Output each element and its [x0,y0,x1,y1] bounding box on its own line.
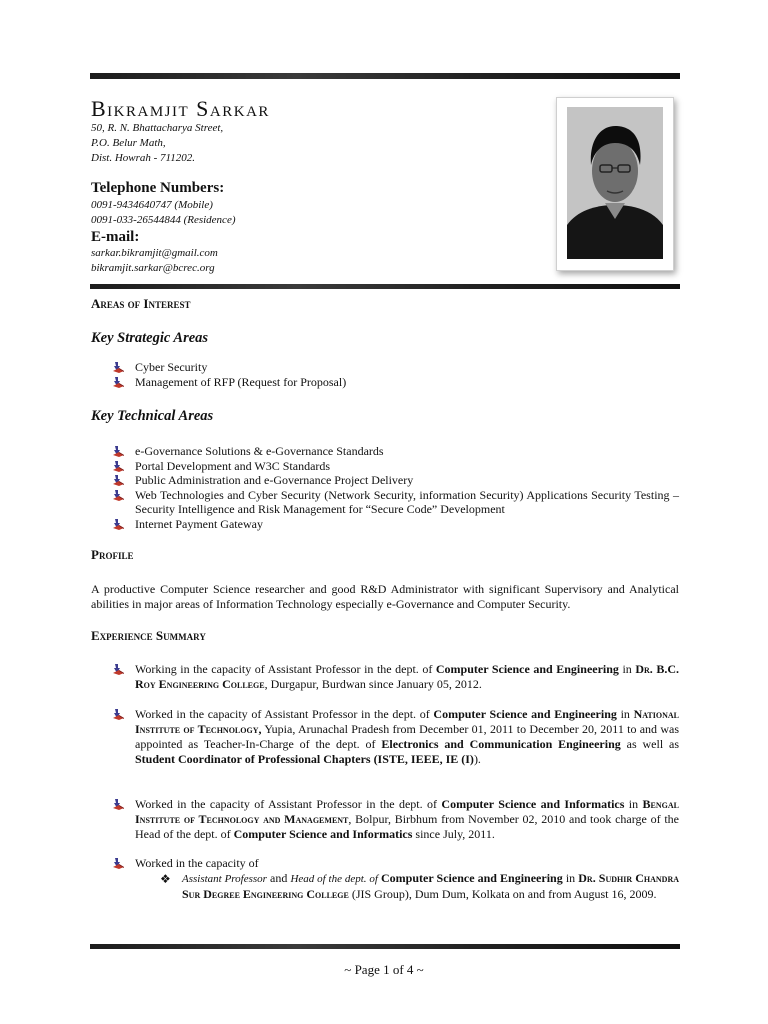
experience-item: Worked in the capacity of Assistant Professor in the dept. of Computer Science and Informatics in Bengal Institute of Technology and Management, Bolpur, Birbhum from November 02, 2010 and took charge of the Head of the dept. of Computer Science and Informatics since July, 2011. [113,797,679,842]
address-line: Dist. Howrah - 711202. [91,152,195,164]
arrow-bullet-icon [113,664,124,675]
telephone-heading: Telephone Numbers: [91,180,225,196]
key-technical-areas-heading: Key Technical Areas [91,408,214,424]
profile-text: A productive Computer Science researcher and good R&D Administrator with significant Supervisory and Analytical abilities in major areas of Information Technology especially e-Governance and Computer Security. [91,582,679,611]
email-list [91,246,218,276]
arrow-bullet-icon [113,709,124,720]
phone-residence: 0091-033-26544844 (Residence) [91,214,236,226]
strategic-areas-list [113,360,679,389]
diamond-bullet-icon: ❖ [160,872,171,886]
phone-mobile: 0091-9434640747 (Mobile) [91,199,213,211]
email-heading: E-mail: [91,229,140,245]
email-primary: sarkar.bikramjit@gmail.com [91,247,218,259]
header-rule [90,284,680,289]
experience-item: Working in the capacity of Assistant Professor in the dept. of Computer Science and Engineering in Dr. B.C. Roy Engineering College, Durgapur, Burdwan since January 05, 2012. [113,662,679,692]
experience-item: Worked in the capacity of Assistant Professor in the dept. of Computer Science and Engineering in National Institute of Technology, Yupia, Arunachal Pradesh from December 01, 2011 to December 20, 2011 to and was appointed as Teacher-In-Charge of the dept. of Electronics and Communication Engineering as well as Student Coordinator of Professional Chapters (ISTE, IEEE, IE (I)). [113,707,679,767]
page-number: ~ Page 1 of 4 ~ [344,962,424,977]
technical-areas-list [113,444,679,531]
key-strategic-areas-heading: Key Strategic Areas [91,330,209,346]
experience-item: Worked in the capacity of [113,856,679,871]
experience-sub-item: ❖ Assistant Professor and Head of the dept. of Computer Science and Engineering in Dr. Sudhir Chandra Sur Degree Engineering College (JIS Group), Dum Dum, Kolkata on and from August 16, 2009. [160,871,680,901]
candidate-name: Bikramjit Sarkar [91,96,270,121]
phone-list [91,198,236,228]
experience-summary-heading: Experience Summary [91,628,206,643]
address [91,121,223,166]
arrow-bullet-icon [113,446,124,457]
list-item: Cyber Security [113,360,679,375]
address-line: 50, R. N. Bhattacharya Street, [91,122,224,134]
profile-heading: Profile [91,547,134,562]
arrow-bullet-icon [113,858,124,869]
arrow-bullet-icon [113,362,124,373]
profile-photo [567,107,663,259]
list-item: e-Governance Solutions & e-Governance Standards [113,444,679,459]
top-rule [90,73,680,79]
list-item: Web Technologies and Cyber Security (Network Security, information Security) Applications Security Testing – Security Intelligence and Risk Management for “Secure Code” Development [113,488,679,517]
footer-rule [90,944,680,949]
arrow-bullet-icon [113,377,124,388]
list-item: Portal Development and W3C Standards [113,459,679,474]
email-secondary: bikramjit.sarkar@bcrec.org [91,262,215,274]
arrow-bullet-icon [113,519,124,530]
address-line: P.O. Belur Math, [91,137,166,149]
arrow-bullet-icon [113,490,124,501]
arrow-bullet-icon [113,799,124,810]
list-item: Public Administration and e-Governance Project Delivery [113,473,679,488]
profile-photo-frame [556,97,674,271]
list-item: Management of RFP (Request for Proposal) [113,375,679,390]
arrow-bullet-icon [113,475,124,486]
arrow-bullet-icon [113,461,124,472]
list-item: Internet Payment Gateway [113,517,679,532]
areas-of-interest-heading: Areas of Interest [91,296,191,311]
portrait-image [567,107,663,259]
